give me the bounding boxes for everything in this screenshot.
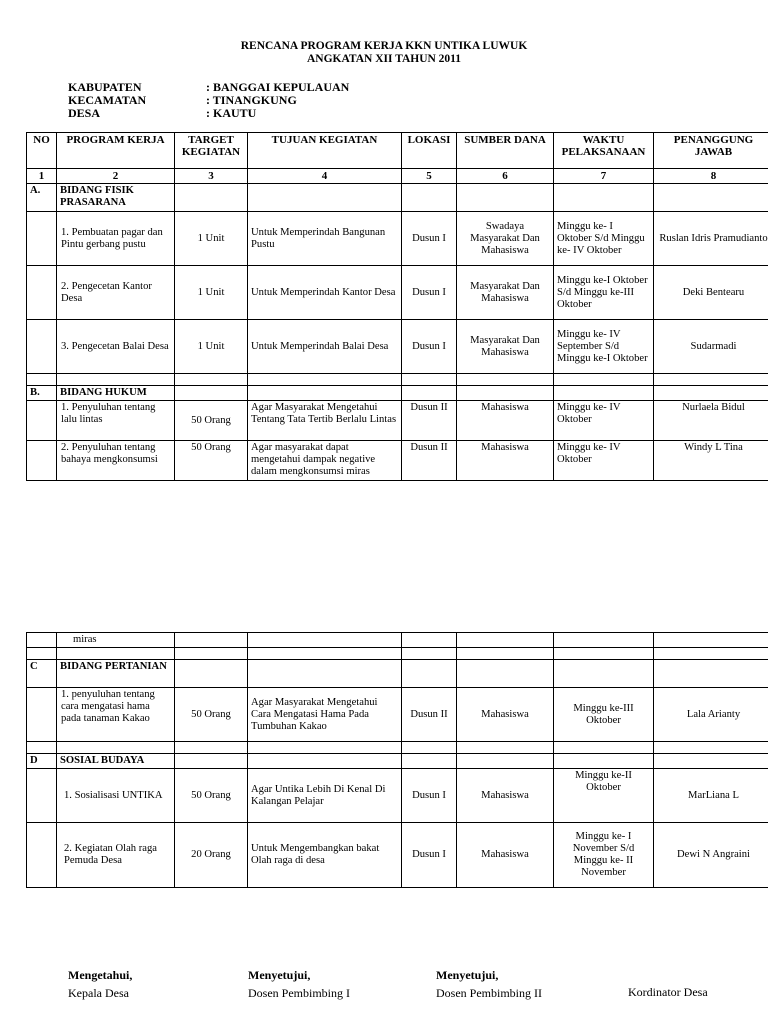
table-row <box>27 212 768 266</box>
section-row <box>27 660 768 688</box>
pj-cell: Ruslan Idris Pramudianto <box>654 212 768 266</box>
table-row <box>27 266 768 320</box>
lokasi-cell: Dusun I <box>402 320 457 374</box>
col-number: 7 <box>554 169 654 184</box>
table-row <box>27 320 768 374</box>
col-header: LOKASI <box>402 133 457 169</box>
program-cell: 2. Kegiatan Olah raga Pemuda Desa <box>57 823 175 888</box>
program-cell: 1. Sosialisasi UNTIKA <box>57 769 175 823</box>
section-row <box>27 754 768 769</box>
waktu-cell: Minggu ke-I Oktober S/d Minggu ke-III Oktober <box>554 266 654 320</box>
signature-heading <box>628 968 708 982</box>
target-cell: 20 Orang <box>175 823 248 888</box>
signature-kepala-desa <box>68 968 132 1001</box>
kecamatan-label: KECAMATAN <box>68 93 147 107</box>
program-cell: 1. penyuluhan tentang cara mengatasi hama pada tanaman Kakao <box>57 688 175 742</box>
table-row <box>27 441 768 481</box>
desa-label: DESA <box>68 106 101 120</box>
table-row <box>27 401 768 441</box>
col-number: 5 <box>402 169 457 184</box>
signature-heading: Menyetujui, <box>436 968 499 982</box>
signature-heading: Mengetahui, <box>68 968 133 982</box>
signature-role: Kordinator Desa <box>628 985 708 999</box>
pj-cell: Sudarmadi <box>654 320 768 374</box>
col-number: 3 <box>175 169 248 184</box>
spacer-row <box>27 374 768 386</box>
section-title: SOSIAL BUDAYA <box>57 754 175 769</box>
sumber-cell: Mahasiswa <box>457 401 554 441</box>
target-cell: 1 Unit <box>175 266 248 320</box>
desa-value: : KAUTU <box>206 106 257 120</box>
tujuan-cell: Untuk Memperindah Balai Desa <box>248 320 402 374</box>
tujuan-cell: Agar Untika Lebih Di Kenal Di Kalangan Pelajar <box>248 769 402 823</box>
program-cell: 3. Pengecetan Balai Desa <box>57 320 175 374</box>
sumber-cell: Mahasiswa <box>457 688 554 742</box>
signature-dosen-1 <box>248 968 350 1001</box>
program-cell-continued: miras <box>57 633 175 648</box>
program-table-page-2 <box>26 632 768 888</box>
lokasi-cell: Dusun I <box>402 769 457 823</box>
lokasi-cell: Dusun I <box>402 823 457 888</box>
column-number-row <box>27 169 768 184</box>
tujuan-cell: Untuk Mengembangkan bakat Olah raga di desa <box>248 823 402 888</box>
document-title: RENCANA PROGRAM KERJA KKN UNTIKA LUWUK <box>240 40 528 52</box>
spacer-row <box>27 742 768 754</box>
col-header: SUMBER DANA <box>457 133 554 169</box>
pj-cell: Deki Bentearu <box>654 266 768 320</box>
col-number: 6 <box>457 169 554 184</box>
kecamatan-value: : TINANGKUNG <box>206 93 297 107</box>
lokasi-cell: Dusun I <box>402 266 457 320</box>
program-cell: 1. Pembuatan pagar dan Pintu gerbang pustu <box>57 212 175 266</box>
section-title: BIDANG HUKUM <box>57 386 175 401</box>
section-number: B. <box>27 386 57 401</box>
pj-cell: Dewi N Angraini <box>654 823 768 888</box>
signature-dosen-2 <box>436 968 542 1001</box>
lokasi-cell: Dusun II <box>402 401 457 441</box>
target-cell: 50 Orang <box>175 441 248 481</box>
target-cell: 50 Orang <box>175 401 248 441</box>
target-cell: 1 Unit <box>175 320 248 374</box>
section-title: BIDANG FISIK PRASARANA <box>57 184 175 212</box>
sumber-cell: Swadaya Masyarakat Dan Mahasiswa <box>457 212 554 266</box>
lokasi-cell: Dusun II <box>402 441 457 481</box>
table-row <box>27 633 768 648</box>
sumber-cell: Mahasiswa <box>457 823 554 888</box>
waktu-cell: Minggu ke-III Oktober <box>554 688 654 742</box>
section-number: D <box>27 754 57 769</box>
section-row <box>27 184 768 212</box>
program-cell: 2. Penyuluhan tentang bahaya mengkonsumsi <box>57 441 175 481</box>
pj-cell: Lala Arianty <box>654 688 768 742</box>
signature-heading: Menyetujui, <box>248 968 311 982</box>
col-header: PROGRAM KERJA <box>57 133 175 169</box>
spacer-row <box>27 648 768 660</box>
signature-role: Kepala Desa <box>68 986 129 1000</box>
pj-cell: Windy L Tina <box>654 441 768 481</box>
col-number: 8 <box>654 169 768 184</box>
table-row <box>27 769 768 823</box>
table-row <box>27 688 768 742</box>
col-number: 4 <box>248 169 402 184</box>
waktu-cell: Minggu ke- IV Oktober <box>554 441 654 481</box>
col-header: WAKTU PELAKSANAAN <box>554 133 654 169</box>
waktu-cell: Minggu ke-II Oktober <box>554 769 654 823</box>
section-row <box>27 386 768 401</box>
waktu-cell: Minggu ke- I November S/d Minggu ke- II November <box>554 823 654 888</box>
tujuan-cell: Agar Masyarakat Mengetahui Tentang Tata Tertib Berlalu Lintas <box>248 401 402 441</box>
program-cell: 1. Penyuluhan tentang lalu lintas <box>57 401 175 441</box>
kabupaten-value: : BANGGAI KEPULAUAN <box>206 80 350 94</box>
document-subtitle: ANGKATAN XII TAHUN 2011 <box>306 53 462 65</box>
section-number: C <box>27 660 57 688</box>
program-table-page-1 <box>26 132 768 481</box>
col-header: TUJUAN KEGIATAN <box>248 133 402 169</box>
signature-kordinator <box>628 968 708 1000</box>
col-header: NO <box>27 133 57 169</box>
signature-role: Dosen Pembimbing I <box>248 986 350 1000</box>
col-number: 1 <box>27 169 57 184</box>
lokasi-cell: Dusun II <box>402 688 457 742</box>
tujuan-cell: Agar masyarakat dapat mengetahui dampak negative dalam mengkonsumsi miras <box>248 441 402 481</box>
target-cell: 50 Orang <box>175 769 248 823</box>
sumber-cell: Mahasiswa <box>457 769 554 823</box>
tujuan-cell: Untuk Memperindah Bangunan Pustu <box>248 212 402 266</box>
table-row <box>27 823 768 888</box>
program-cell: 2. Pengecetan Kantor Desa <box>57 266 175 320</box>
tujuan-cell: Agar Masyarakat Mengetahui Cara Mengatasi Hama Pada Tumbuhan Kakao <box>248 688 402 742</box>
pj-cell: MarLiana L <box>654 769 768 823</box>
sumber-cell: Masyarakat Dan Mahasiswa <box>457 266 554 320</box>
sumber-cell: Mahasiswa <box>457 441 554 481</box>
sumber-cell: Masyarakat Dan Mahasiswa <box>457 320 554 374</box>
col-header: PENANGGUNG JAWAB <box>654 133 768 169</box>
target-cell: 50 Orang <box>175 688 248 742</box>
section-title: BIDANG PERTANIAN <box>57 660 175 688</box>
table-header-row <box>27 133 768 169</box>
col-header: TARGET KEGIATAN <box>175 133 248 169</box>
target-cell: 1 Unit <box>175 212 248 266</box>
col-number: 2 <box>57 169 175 184</box>
pj-cell: Nurlaela Bidul <box>654 401 768 441</box>
waktu-cell: Minggu ke- IV September S/d Minggu ke-I Oktober <box>554 320 654 374</box>
section-number: A. <box>27 184 57 212</box>
waktu-cell: Minggu ke- I Oktober S/d Minggu ke- IV Oktober <box>554 212 654 266</box>
signature-role: Dosen Pembimbing II <box>436 986 542 1000</box>
kabupaten-label: KABUPATEN <box>68 80 142 94</box>
lokasi-cell: Dusun I <box>402 212 457 266</box>
waktu-cell: Minggu ke- IV Oktober <box>554 401 654 441</box>
tujuan-cell: Untuk Memperindah Kantor Desa <box>248 266 402 320</box>
